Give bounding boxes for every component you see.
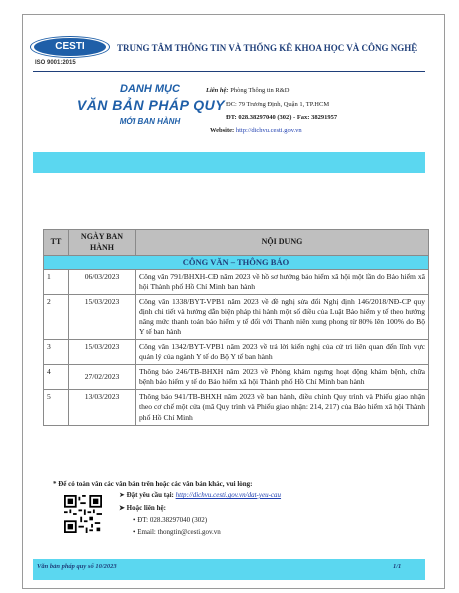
contact-row bbox=[119, 504, 166, 512]
iso-label: ISO 9001:2015 bbox=[35, 60, 76, 66]
table-row bbox=[44, 270, 429, 295]
table-header-row bbox=[44, 230, 429, 256]
header-color-band bbox=[33, 152, 425, 173]
footer-email[interactable]: Email: thongtin@cesti.gov.vn bbox=[137, 528, 221, 536]
title-line-3: MỚI BAN HÀNH bbox=[119, 117, 181, 126]
logo-text: CESTI bbox=[55, 41, 85, 52]
row-tt: 5 bbox=[44, 390, 69, 425]
phone-row bbox=[133, 516, 207, 524]
contact-more-label: Hoặc liên hệ: bbox=[126, 504, 166, 512]
org-name: TRUNG TÂM THÔNG TIN VÀ THỐNG KÊ KHOA HỌC VÀ CÔNG NGHỆ bbox=[117, 43, 418, 53]
request-note: * Để có toàn văn các văn bản trên hoặc các văn bản khác, vui lòng: bbox=[53, 480, 253, 488]
row-content: Thông báo 941/TB-BHXH năm 2023 về ban hành, điều chỉnh Quy trình và Phiếu giao nhận theo cơ chế một cửa (mã Quy trình và Phiếu giao nhận: 214, 217) của Bảo hiểm xã hội Thành phố Hồ Chí Minh bbox=[136, 390, 429, 425]
row-date: 06/03/2023 bbox=[69, 270, 136, 295]
header-date: NGÀY BAN HÀNH bbox=[69, 230, 136, 256]
table-row bbox=[44, 365, 429, 390]
order-link[interactable]: http://dichvu.cesti.gov.vn/dat-yeu-cau bbox=[175, 491, 282, 499]
footer-phone: ĐT: 028.38297040 (302) bbox=[137, 516, 208, 524]
arrow-icon: ➤ bbox=[119, 491, 125, 499]
row-content: Công văn 1338/BYT-VPB1 năm 2023 về đề nghị sửa đổi Nghị định 146/2018/NĐ-CP quy định chi tiết và hướng dẫn biện pháp thi hành một số điều của Luật Bảo hiểm y tế theo hướng nâng mức thanh toán bảo hiểm y tế đối với Thanh niên xung phong từ 80% lên 100% do Bộ Y tế ban hành bbox=[136, 295, 429, 340]
title-line-2: VĂN BẢN PHÁP QUY bbox=[76, 97, 226, 113]
title-line-1: DANH MỤC bbox=[120, 83, 180, 95]
contact-address: ĐC: 79 Trương Định, Quận 1, TP.HCM bbox=[226, 101, 330, 108]
footer-page: 1/1 bbox=[393, 563, 402, 570]
contact-website-row bbox=[210, 127, 302, 134]
website-link[interactable]: http://dichvu.cesti.gov.vn bbox=[235, 127, 302, 134]
contact-label: Liên hệ: bbox=[206, 87, 229, 94]
row-tt: 2 bbox=[44, 295, 69, 340]
header-divider bbox=[33, 71, 425, 72]
row-date: 15/03/2023 bbox=[69, 340, 136, 365]
footer-issue: Văn bản pháp quy số 10/2023 bbox=[37, 563, 117, 570]
row-tt: 3 bbox=[44, 340, 69, 365]
section-row bbox=[44, 256, 429, 270]
order-row bbox=[119, 491, 281, 499]
logo-ring bbox=[30, 36, 110, 58]
row-content: Thông báo 246/TB-BHXH năm 2023 về Phòng khám ngưng hoạt động khám bệnh, chữa bệnh bảo hiểm y tế do Bảo hiểm xã hội Thành phố Hồ Chí Minh ban hành bbox=[136, 365, 429, 390]
row-tt: 1 bbox=[44, 270, 69, 295]
row-date: 13/03/2023 bbox=[69, 390, 136, 425]
section-title: CÔNG VĂN – THÔNG BÁO bbox=[44, 256, 429, 270]
website-label: Website: bbox=[210, 127, 235, 134]
bullet-icon: • bbox=[133, 528, 136, 536]
contact-dept: Phòng Thông tin R&D bbox=[230, 87, 290, 94]
order-label: Đặt yêu cầu tại: bbox=[126, 491, 174, 499]
contact-line-1 bbox=[206, 87, 290, 94]
documents-table bbox=[43, 229, 429, 426]
table-row bbox=[44, 390, 429, 425]
bullet-icon: • bbox=[133, 516, 136, 524]
table-row bbox=[44, 295, 429, 340]
arrow-icon: ➤ bbox=[119, 504, 125, 512]
contact-phone: ĐT: 028.38297040 (302) - Fax: 38291957 bbox=[226, 114, 338, 121]
email-row bbox=[133, 528, 221, 536]
qr-code bbox=[64, 495, 102, 533]
row-date: 27/02/2023 bbox=[69, 365, 136, 390]
row-content: Công văn 791/BHXH-CĐ năm 2023 về hồ sơ hưởng bảo hiểm xã hội một lần do Bảo hiểm xã hội Thành phố Hồ Chí Minh ban hành bbox=[136, 270, 429, 295]
cesti-logo bbox=[34, 38, 106, 56]
table-row bbox=[44, 340, 429, 365]
header-content: NỘI DUNG bbox=[136, 230, 429, 256]
row-tt: 4 bbox=[44, 365, 69, 390]
row-date: 15/03/2023 bbox=[69, 295, 136, 340]
row-content: Công văn 1342/BYT-VPB1 năm 2023 về trả lời kiến nghị của cử tri liên quan đến lĩnh vực quản lý của ngành Y tế do Bộ Y tế ban hành bbox=[136, 340, 429, 365]
header-tt: TT bbox=[44, 230, 69, 256]
